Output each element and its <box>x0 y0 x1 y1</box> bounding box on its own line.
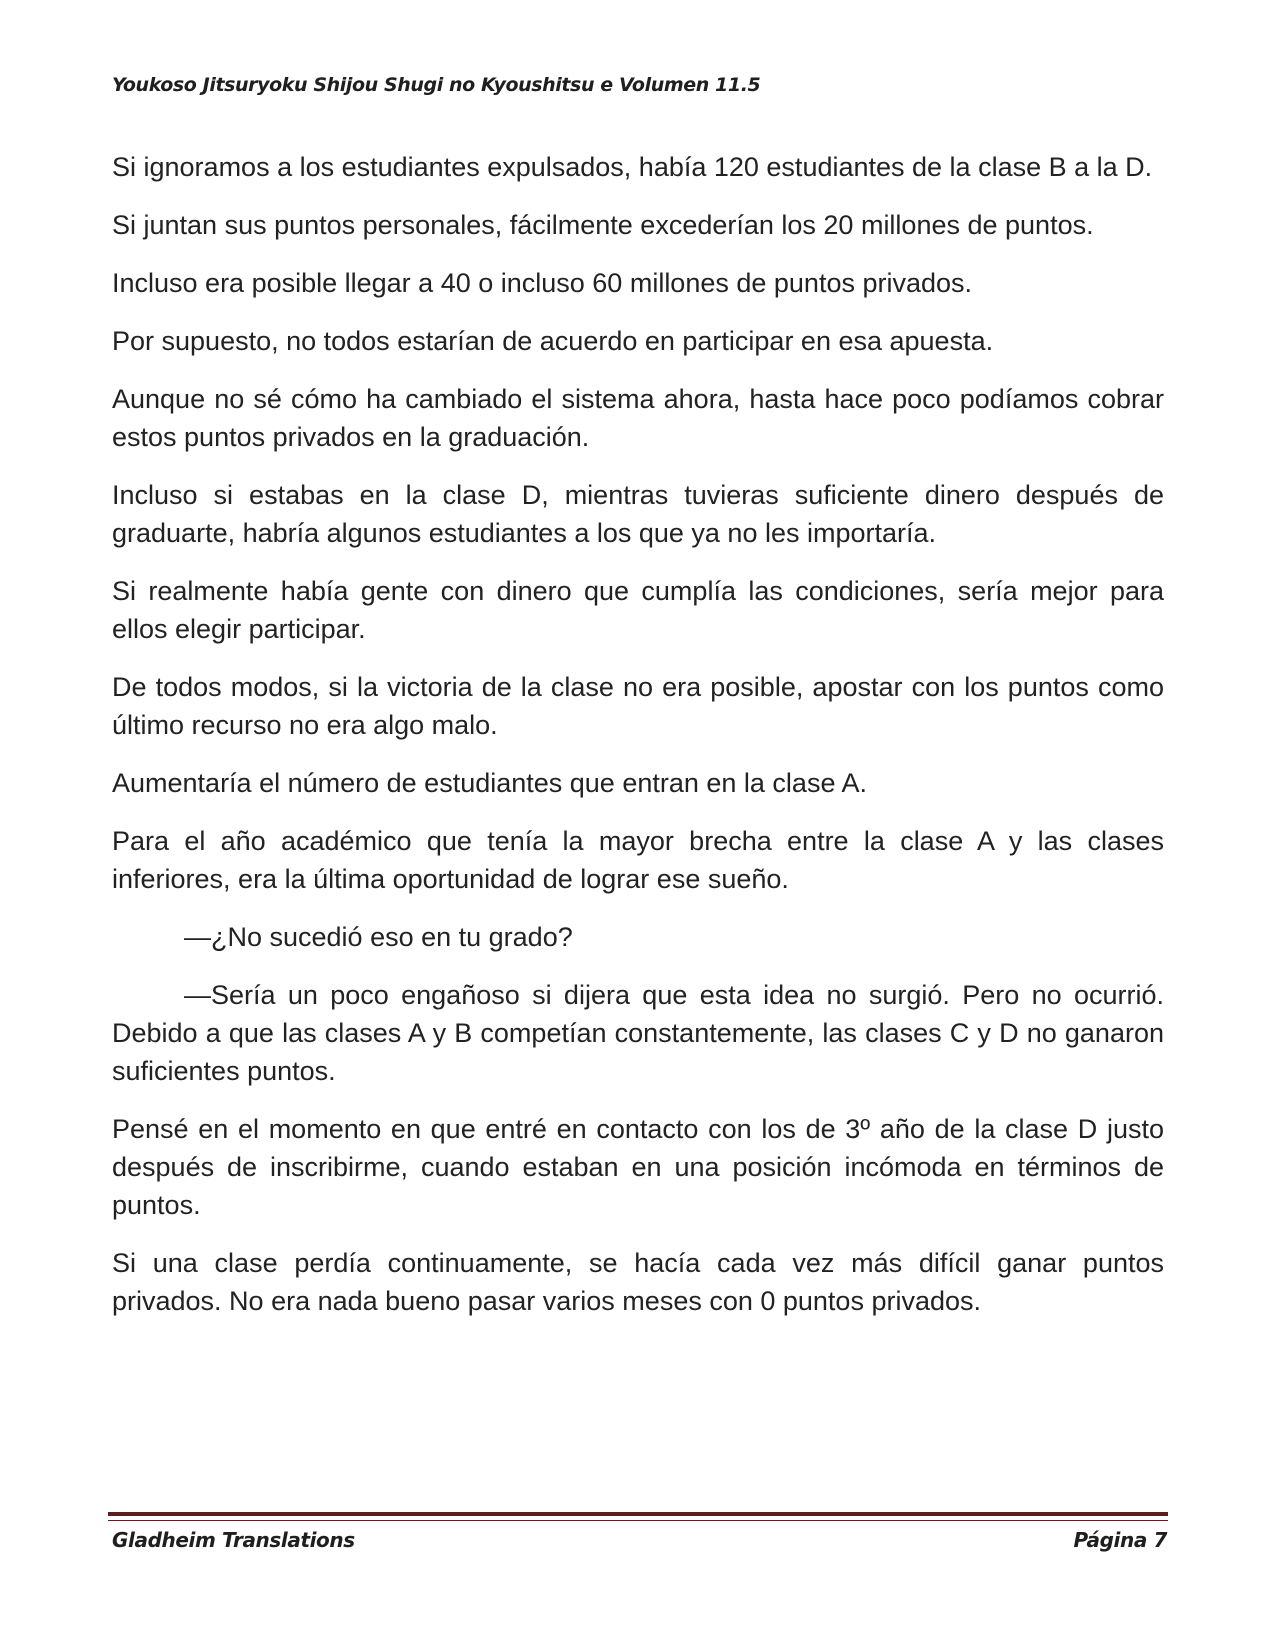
paragraph-9: Aumentaría el número de estudiantes que entran en la clase A. <box>112 768 867 798</box>
paragraph-3: Incluso era posible llegar a 40 o incluso 60 millones de puntos privados. <box>112 268 973 298</box>
paragraph-1: Si ignoramos a los estudiantes expulsados, había 120 estudiantes de la clase B a la D. <box>112 152 1153 182</box>
footer-translator-credit: Gladheim Translations <box>112 1528 355 1552</box>
paragraph-5: Aunque no sé cómo ha cambiado el sistema ahora, hasta hace poco podíamos cobrar estos puntos privados en la graduación. <box>112 384 1164 452</box>
paragraph-2: Si juntan sus puntos personales, fácilmente excederían los 20 millones de puntos. <box>112 210 1094 240</box>
footer-divider-thick <box>108 1512 1168 1516</box>
footer-divider-thin <box>108 1520 1168 1521</box>
paragraph-7: Si realmente había gente con dinero que cumplía las condiciones, sería mejor para ellos elegir participar. <box>112 576 1164 644</box>
dialogue-paragraph-1: —¿No sucedió eso en tu grado? <box>184 922 573 952</box>
dialogue-paragraph-2: —Sería un poco engañoso si dijera que esta idea no surgió. Pero no ocurrió. Debido a que las clases A y B competían constantemente, las clases C y D no ganaron suficientes puntos. <box>112 980 1164 1086</box>
paragraph-4: Por supuesto, no todos estarían de acuerdo en participar en esa apuesta. <box>112 326 994 356</box>
paragraph-10: Para el año académico que tenía la mayor brecha entre la clase A y las clases inferiores, era la última oportunidad de lograr ese sueño. <box>112 826 1164 894</box>
page-header-title: Youkoso Jitsuryoku Shijou Shugi no Kyoushitsu e Volumen 11.5 <box>112 74 761 96</box>
paragraph-6: Incluso si estabas en la clase D, mientras tuvieras suficiente dinero después de graduarte, habría algunos estudiantes a los que ya no les importaría. <box>112 480 1164 548</box>
footer-page-number: Página 7 <box>1073 1528 1167 1552</box>
paragraph-8: De todos modos, si la victoria de la clase no era posible, apostar con los puntos como último recurso no era algo malo. <box>112 672 1164 740</box>
paragraph-14: Si una clase perdía continuamente, se hacía cada vez más difícil ganar puntos privados. No era nada bueno pasar varios meses con 0 puntos privados. <box>112 1248 1164 1316</box>
body-text <box>112 148 1164 1340</box>
paragraph-13: Pensé en el momento en que entré en contacto con los de 3º año de la clase D justo después de inscribirme, cuando estaban en una posición incómoda en términos de puntos. <box>112 1114 1164 1220</box>
